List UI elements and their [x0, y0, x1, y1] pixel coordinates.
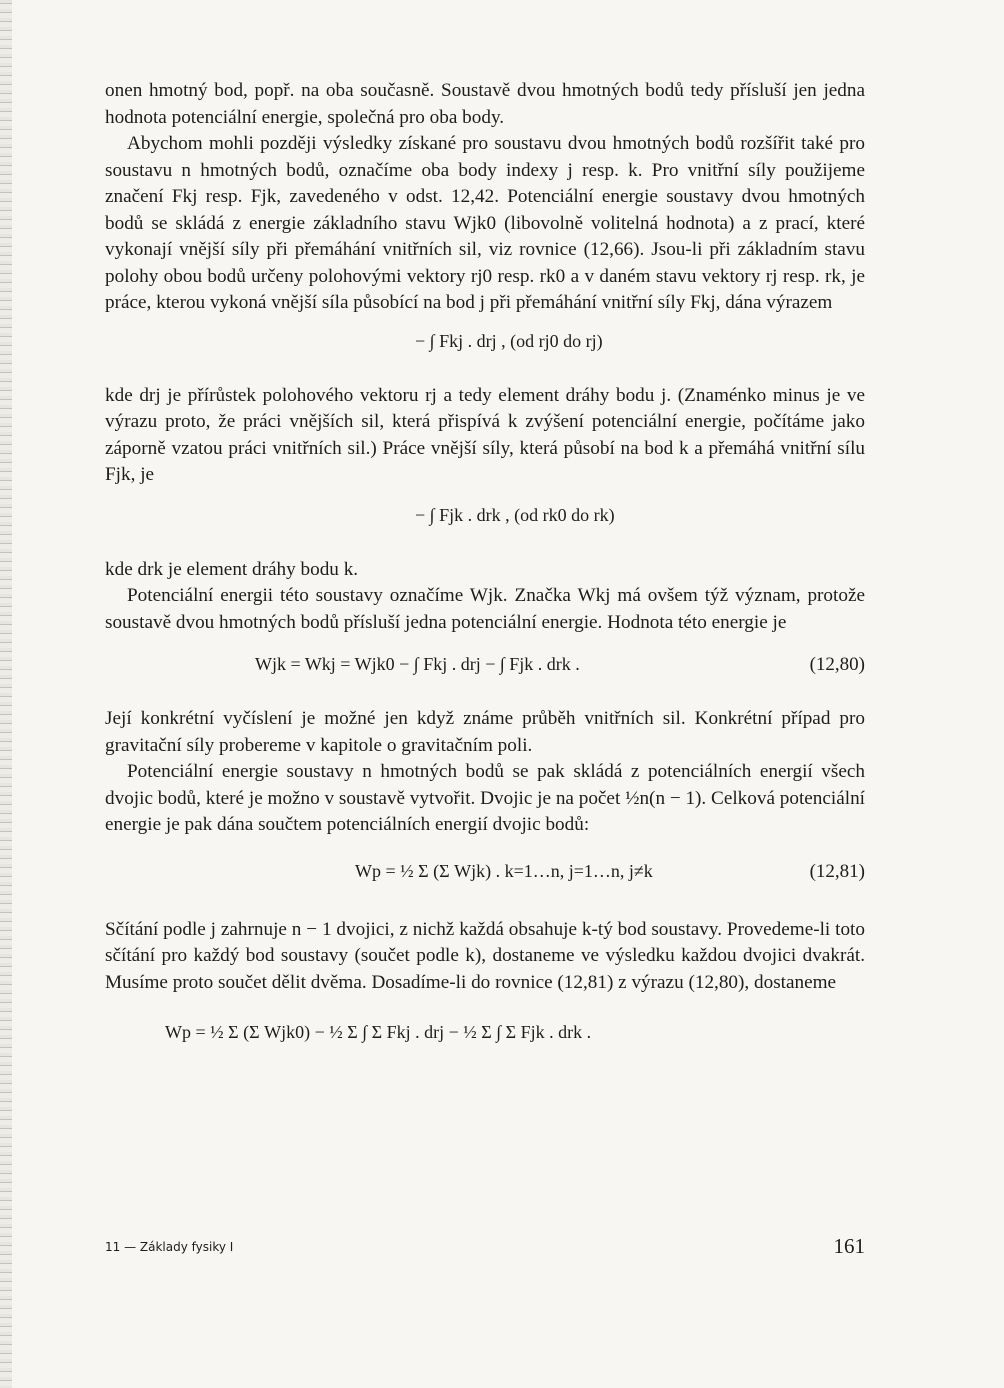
page-binding-edge — [0, 0, 12, 1388]
equation-4-text: Wp = ½ Σ (Σ Wjk) . k=1…n, j=1…n, j≠k — [355, 860, 653, 881]
paragraph-6: Její konkrétní vyčíslení je možné jen když známe průběh vnitřních sil. Konkrétní případ pro gravitační síly probereme v kapitole o gravitačním poli. — [105, 708, 865, 756]
equation-12-81 — [105, 839, 865, 917]
paragraph-4: kde drk je element dráhy bodu k. — [105, 558, 359, 580]
equation-1-text: − ∫ Fkj . drj , (od rj0 do rj) — [415, 330, 603, 351]
equation-work-j — [105, 317, 865, 383]
paragraph-2: Abychom mohli později výsledky získané pro soustavu dvou hmotných bodů rozšířit také pro soustavu n hmotných bodů, označíme oba body indexy j resp. k. Pro vnitřní síly použijeme značení Fkj resp. Fjk, zavedeného v odst. 12,42. Potenciální energie soustavy dvou hmotných bodů se skládá z energie základního stavu Wjk0 (libovolně volitelná hodnota) a z prací, které vykonají vnější síly při přemáhání vnitřních sil, viz rovnice (12,66). Jsou-li při základním stavu polohy obou bodů určeny polohovými vektory rj0 resp. rk0 a v daném stavu vektory rj resp. rk, je práce, kterou vykoná vnější síla působící na bod j při přemáhání vnitřní síly Fkj, dána výrazem — [105, 133, 865, 313]
equation-2-text: − ∫ Fjk . drk , (od rk0 do rk) — [415, 504, 615, 525]
paragraph-5: Potenciální energii této soustavy označíme Wjk. Značka Wkj má ovšem týž význam, protože soustavě dvou hmotných bodů přísluší jedna potenciální energie. Hodnota této energie je — [105, 585, 865, 633]
page-footer — [105, 1234, 865, 1268]
page-body — [105, 78, 865, 1076]
equation-total-potential — [105, 996, 865, 1076]
paragraph-1: onen hmotný bod, popř. na oba současně. Soustavě dvou hmotných bodů tedy přísluší jen jedna hodnota potenciální energie, společná pro oba body. — [105, 80, 865, 128]
equation-12-80 — [105, 636, 865, 706]
equation-3-number: (12,80) — [809, 654, 865, 675]
page-number: 161 — [833, 1234, 865, 1258]
paragraph-7: Potenciální energie soustavy n hmotných bodů se pak skládá z potenciálních energií všech dvojic bodů, které je možno v soustavě vytvořit. Dvojic je na počet ½n(n − 1). Celková potenciální energie je pak dána součtem potenciálních energií dvojic bodů: — [105, 761, 866, 835]
equation-3-text: Wjk = Wkj = Wjk0 − ∫ Fkj . drj − ∫ Fjk . drk . — [255, 654, 580, 674]
equation-4-number: (12,81) — [809, 860, 865, 882]
paragraph-3: kde drj je přírůstek polohového vektoru rj a tedy element dráhy bodu j. (Znaménko minus je ve výrazu proto, že práci vnějších sil, která přispívá k zvýšení potenciální energie, počítáme jako záporně vzatou práci vnitřních sil.) Práce vnější síly, která působí na bod k a přemáhá vnitřní sílu Fjk, je — [105, 384, 865, 485]
equation-5-text: Wp = ½ Σ (Σ Wjk0) − ½ Σ ∫ Σ Fkj . drj − ½ Σ ∫ Σ Fjk . drk . — [165, 1022, 592, 1042]
equation-work-k — [105, 489, 865, 557]
footer-book-title: 11 — Základy fysiky I — [105, 1240, 234, 1254]
paragraph-8: Sčítání podle j zahrnuje n − 1 dvojici, z nichž každá obsahuje k-tý bod soustavy. Provedeme-li toto sčítání pro každý bod soustavy (součet podle k), dostaneme ve výsledku každou dvojici dvakrát. Musíme proto součet dělit dvěma. Dosadíme-li do rovnice (12,81) z výrazu (12,80), dostaneme — [105, 918, 865, 993]
